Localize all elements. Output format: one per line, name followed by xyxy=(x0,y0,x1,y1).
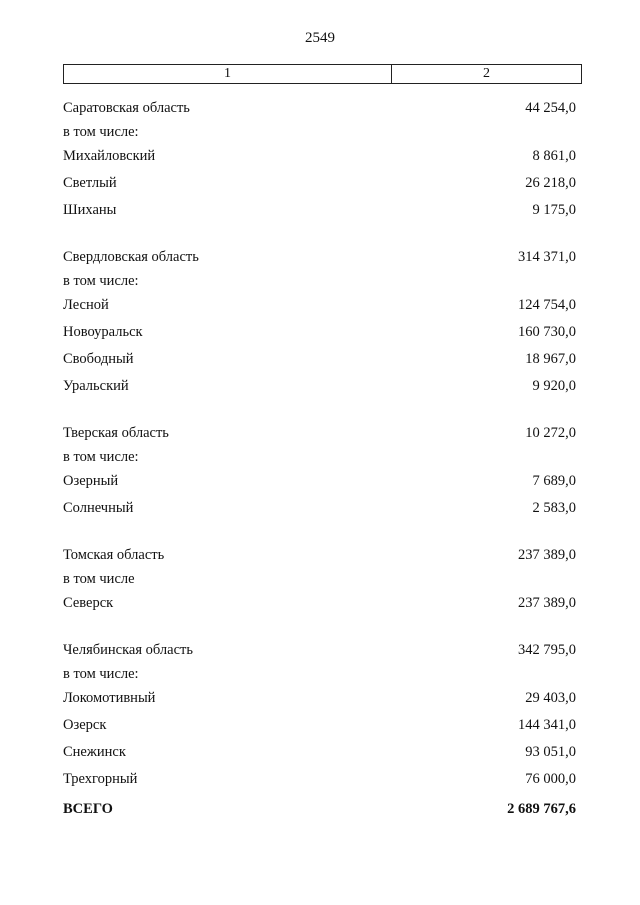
city-row xyxy=(63,170,576,197)
region-group xyxy=(63,95,576,224)
region-name: Саратовская область xyxy=(63,100,190,116)
region-value: 314 371,0 xyxy=(518,249,576,265)
city-row xyxy=(63,292,576,319)
city-name: Озерный xyxy=(63,473,119,489)
including-row xyxy=(63,569,576,590)
region-name: Челябинская область xyxy=(63,642,193,658)
city-row xyxy=(63,739,576,766)
city-name: Локомотивный xyxy=(63,690,156,706)
city-row xyxy=(63,590,576,617)
including-row xyxy=(63,122,576,143)
city-name: Шиханы xyxy=(63,202,117,218)
table-header xyxy=(63,64,582,84)
city-name: Трехгорный xyxy=(63,771,138,787)
including-row xyxy=(63,271,576,292)
total-row xyxy=(63,801,576,818)
region-value: 237 389,0 xyxy=(518,547,576,563)
region-name: Томская область xyxy=(63,547,165,563)
including-label: в том числе: xyxy=(63,449,139,465)
city-name: Солнечный xyxy=(63,500,134,516)
including-label: в том числе: xyxy=(63,124,139,140)
city-row xyxy=(63,197,576,224)
including-label: в том числе xyxy=(63,571,135,587)
city-name: Снежинск xyxy=(63,744,126,760)
city-row xyxy=(63,468,576,495)
city-name: Озерск xyxy=(63,717,107,733)
city-value: 124 754,0 xyxy=(518,297,576,313)
city-value: 2 583,0 xyxy=(532,500,576,516)
city-name: Уральский xyxy=(63,378,129,394)
city-name: Михайловский xyxy=(63,148,156,164)
city-row xyxy=(63,373,576,400)
city-row xyxy=(63,495,576,522)
city-value: 26 218,0 xyxy=(525,175,576,191)
city-row xyxy=(63,346,576,373)
city-value: 7 689,0 xyxy=(532,473,576,489)
region-group xyxy=(63,542,576,617)
city-value: 93 051,0 xyxy=(525,744,576,760)
city-row xyxy=(63,766,576,793)
column-header-2: 2 xyxy=(483,66,490,81)
city-name: Светлый xyxy=(63,175,117,191)
city-value: 29 403,0 xyxy=(525,690,576,706)
city-value: 144 341,0 xyxy=(518,717,576,733)
city-value: 9 175,0 xyxy=(532,202,576,218)
region-group xyxy=(63,244,576,400)
city-name: Свободный xyxy=(63,351,134,367)
city-value: 76 000,0 xyxy=(525,771,576,787)
including-label: в том числе: xyxy=(63,666,139,682)
region-row xyxy=(63,420,576,447)
city-row xyxy=(63,319,576,346)
region-row xyxy=(63,244,576,271)
city-row xyxy=(63,685,576,712)
column-header-1: 1 xyxy=(64,65,392,83)
region-value: 342 795,0 xyxy=(518,642,576,658)
city-value: 9 920,0 xyxy=(532,378,576,394)
city-name: Новоуральск xyxy=(63,324,143,340)
region-value: 10 272,0 xyxy=(525,425,576,441)
region-name: Свердловская область xyxy=(63,249,199,265)
region-value: 44 254,0 xyxy=(525,100,576,116)
budget-table-body xyxy=(63,95,576,813)
including-row xyxy=(63,664,576,685)
city-row xyxy=(63,143,576,170)
city-row xyxy=(63,712,576,739)
total-value: 2 689 767,6 xyxy=(507,801,576,817)
region-row xyxy=(63,637,576,664)
city-value: 8 861,0 xyxy=(532,148,576,164)
city-value: 18 967,0 xyxy=(525,351,576,367)
region-name: Тверская область xyxy=(63,425,169,441)
city-name: Северск xyxy=(63,595,114,611)
total-label: ВСЕГО xyxy=(63,801,113,817)
region-row xyxy=(63,95,576,122)
including-row xyxy=(63,447,576,468)
region-group xyxy=(63,420,576,522)
city-value: 237 389,0 xyxy=(518,595,576,611)
including-label: в том числе: xyxy=(63,273,139,289)
region-row xyxy=(63,542,576,569)
page-number: 2549 xyxy=(305,30,335,46)
region-group xyxy=(63,637,576,793)
city-name: Лесной xyxy=(63,297,109,313)
city-value: 160 730,0 xyxy=(518,324,576,340)
